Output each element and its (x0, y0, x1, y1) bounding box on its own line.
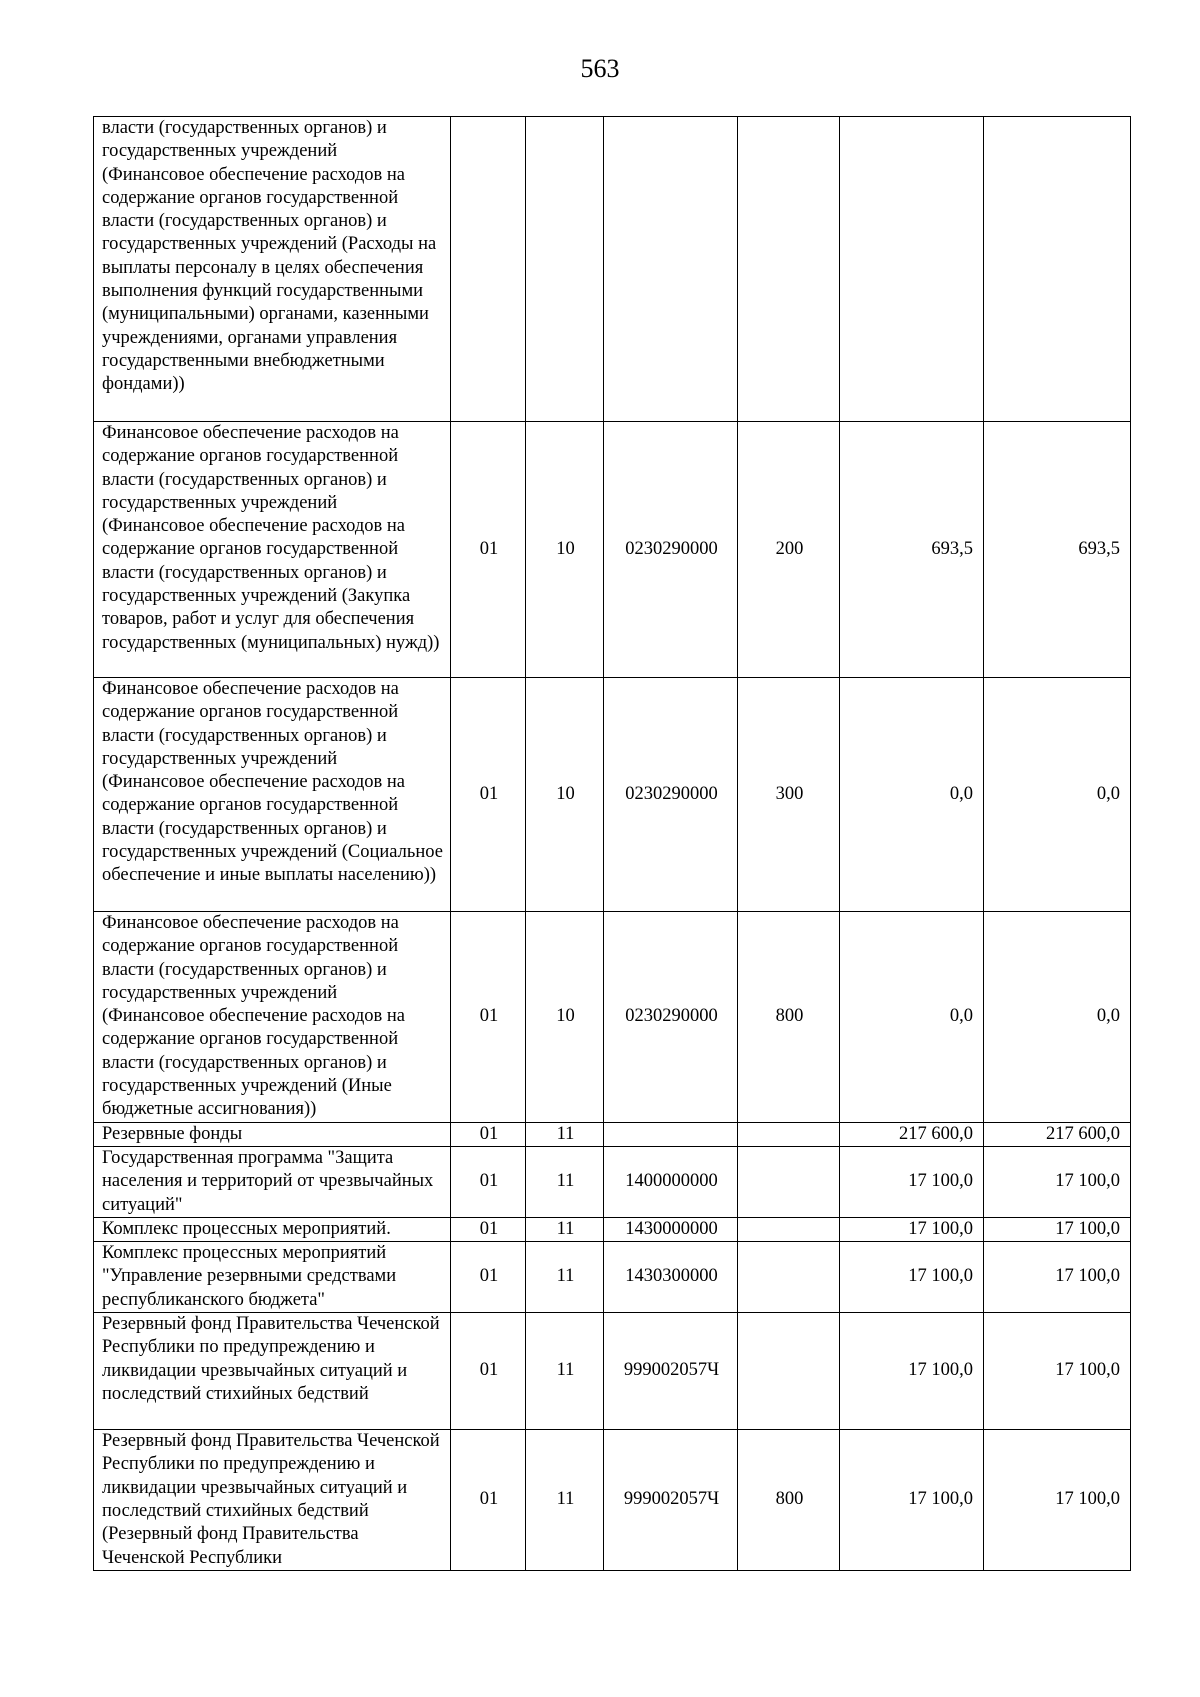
target-article-cell: 1400000000 (604, 1146, 738, 1217)
table-row (94, 1122, 1131, 1146)
subsection-code-cell: 10 (526, 912, 604, 1123)
subsection-code-cell: 11 (526, 1146, 604, 1217)
amount-cell-2: 693,5 (984, 422, 1131, 678)
target-article-cell: 0230290000 (604, 678, 738, 912)
expense-type-cell: 300 (738, 678, 840, 912)
amount-cell-1: 17 100,0 (840, 1146, 984, 1217)
subsection-code-cell: 11 (526, 1122, 604, 1146)
expense-name-cell: Резервный фонд Правительства Чеченской Республики по предупреждению и ликвидации чрезвычайных ситуаций и последствий стихийных бедствий (Резервный фонд Правительства Чеченской Республики (94, 1430, 451, 1571)
amount-cell-1 (840, 117, 984, 422)
section-code-cell: 01 (451, 1217, 526, 1241)
expense-name-cell: Финансовое обеспечение расходов на содержание органов государственной власти (государственных органов) и государственных учреждений (Финансовое обеспечение расходов на содержание органов государственной власти (государственных органов) и государственных учреждений (Социальное обеспечение и иные выплаты населению)) (94, 678, 451, 912)
section-code-cell: 01 (451, 1313, 526, 1430)
amount-cell-2: 217 600,0 (984, 1122, 1131, 1146)
expense-type-cell (738, 1242, 840, 1313)
amount-cell-1: 17 100,0 (840, 1430, 984, 1571)
expense-type-cell (738, 1313, 840, 1430)
expense-type-cell (738, 117, 840, 422)
amount-cell-2: 0,0 (984, 912, 1131, 1123)
table-row (94, 1146, 1131, 1217)
target-article-cell: 999002057Ч (604, 1430, 738, 1571)
amount-cell-1: 17 100,0 (840, 1242, 984, 1313)
expense-name-cell: Комплекс процессных мероприятий. (94, 1217, 451, 1241)
subsection-code-cell: 10 (526, 422, 604, 678)
table-row (94, 678, 1131, 912)
section-code-cell: 01 (451, 678, 526, 912)
amount-cell-2: 17 100,0 (984, 1146, 1131, 1217)
budget-table (93, 116, 1131, 1571)
expense-name-cell: власти (государственных органов) и государственных учреждений (Финансовое обеспечение расходов на содержание органов государственной власти (государственных органов) и государственных учреждений (Расходы на выплаты персоналу в целях обеспечения выполнения функций государственными (муниципальными) органами, казенными учреждениями, органами управления государственными внебюджетными фондами)) (94, 117, 451, 422)
expense-name-cell: Финансовое обеспечение расходов на содержание органов государственной власти (государственных органов) и государственных учреждений (Финансовое обеспечение расходов на содержание органов государственной власти (государственных органов) и государственных учреждений (Закупка товаров, работ и услуг для обеспечения государственных (муниципальных) нужд)) (94, 422, 451, 678)
section-code-cell: 01 (451, 1242, 526, 1313)
page-number: 563 (580, 54, 620, 83)
subsection-code-cell: 11 (526, 1430, 604, 1571)
expense-type-cell (738, 1217, 840, 1241)
target-article-cell (604, 1122, 738, 1146)
amount-cell-1: 0,0 (840, 678, 984, 912)
amount-cell-1: 0,0 (840, 912, 984, 1123)
expense-type-cell: 200 (738, 422, 840, 678)
amount-cell-2 (984, 117, 1131, 422)
amount-cell-1: 17 100,0 (840, 1217, 984, 1241)
target-article-cell: 0230290000 (604, 422, 738, 678)
expense-name-cell: Государственная программа "Защита населения и территорий от чрезвычайных ситуаций" (94, 1146, 451, 1217)
expense-name-cell: Комплекс процессных мероприятий "Управление резервными средствами республиканского бюджета" (94, 1242, 451, 1313)
section-code-cell: 01 (451, 912, 526, 1123)
section-code-cell: 01 (451, 1430, 526, 1571)
amount-cell-1: 17 100,0 (840, 1313, 984, 1430)
amount-cell-2: 17 100,0 (984, 1313, 1131, 1430)
target-article-cell: 999002057Ч (604, 1313, 738, 1430)
expense-name-cell: Резервный фонд Правительства Чеченской Республики по предупреждению и ликвидации чрезвычайных ситуаций и последствий стихийных бедствий (94, 1313, 451, 1430)
target-article-cell: 0230290000 (604, 912, 738, 1123)
section-code-cell (451, 117, 526, 422)
expense-type-cell: 800 (738, 912, 840, 1123)
expense-type-cell (738, 1146, 840, 1217)
expense-name-cell: Резервные фонды (94, 1122, 451, 1146)
table-row (94, 117, 1131, 422)
target-article-cell: 1430300000 (604, 1242, 738, 1313)
expense-name-cell: Финансовое обеспечение расходов на содержание органов государственной власти (государственных органов) и государственных учреждений (Финансовое обеспечение расходов на содержание органов государственной власти (государственных органов) и государственных учреждений (Иные бюджетные ассигнования)) (94, 912, 451, 1123)
table-row (94, 1242, 1131, 1313)
table-row (94, 912, 1131, 1123)
target-article-cell: 1430000000 (604, 1217, 738, 1241)
amount-cell-1: 693,5 (840, 422, 984, 678)
target-article-cell (604, 117, 738, 422)
table-row (94, 1430, 1131, 1571)
amount-cell-2: 0,0 (984, 678, 1131, 912)
subsection-code-cell: 11 (526, 1313, 604, 1430)
amount-cell-2: 17 100,0 (984, 1242, 1131, 1313)
subsection-code-cell (526, 117, 604, 422)
table-row (94, 1217, 1131, 1241)
subsection-code-cell: 11 (526, 1242, 604, 1313)
amount-cell-1: 217 600,0 (840, 1122, 984, 1146)
section-code-cell: 01 (451, 422, 526, 678)
subsection-code-cell: 10 (526, 678, 604, 912)
amount-cell-2: 17 100,0 (984, 1217, 1131, 1241)
subsection-code-cell: 11 (526, 1217, 604, 1241)
table-row (94, 422, 1131, 678)
table-row (94, 1313, 1131, 1430)
expense-type-cell (738, 1122, 840, 1146)
section-code-cell: 01 (451, 1146, 526, 1217)
section-code-cell: 01 (451, 1122, 526, 1146)
expense-type-cell: 800 (738, 1430, 840, 1571)
amount-cell-2: 17 100,0 (984, 1430, 1131, 1571)
